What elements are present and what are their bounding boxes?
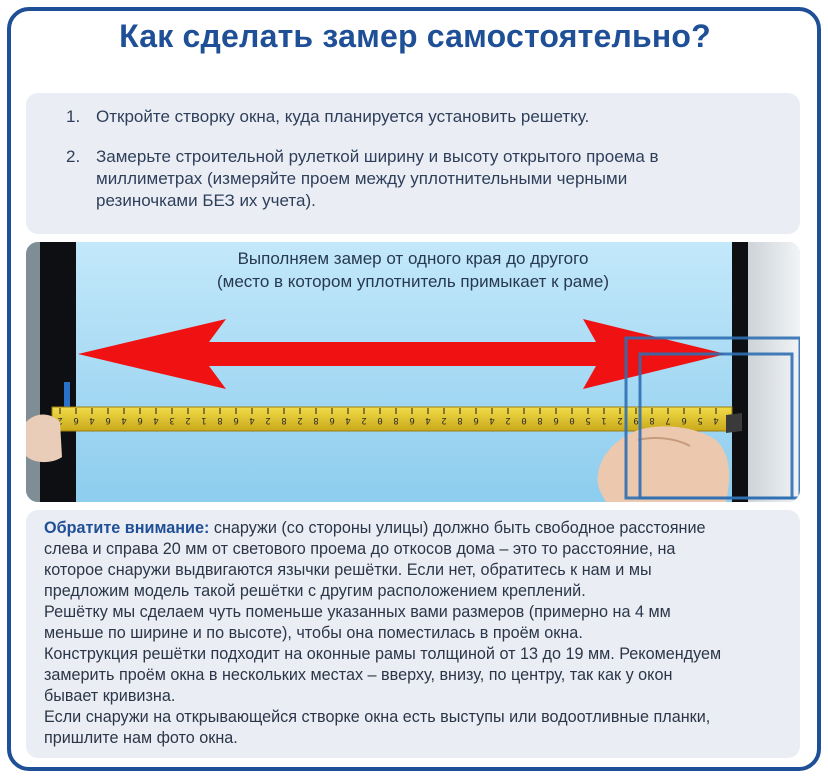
- tape-number: 0: [521, 415, 527, 425]
- tape-number: 6: [681, 415, 687, 425]
- tape-number: 8: [393, 415, 399, 425]
- note-line: меньше по ширине и по высоте), чтобы она поместилась в проём окна.: [44, 624, 583, 642]
- tape-number: 4: [89, 415, 95, 425]
- tape-number: 6: [329, 415, 335, 425]
- note-heading: Обратите внимание:: [44, 519, 210, 537]
- note-panel: [26, 510, 800, 758]
- tape-number: 8: [649, 415, 655, 425]
- note-line: замерить проём окна в нескольких местах – вверху, внизу, по центру, так как у окон: [44, 666, 673, 684]
- tape-number: 0: [377, 415, 383, 425]
- tape-number: 2: [505, 415, 511, 425]
- step-number: 1.: [66, 107, 81, 126]
- tape-number: 6: [73, 415, 79, 425]
- tape-number: 0: [569, 415, 575, 425]
- tape-number: 2: [441, 415, 447, 425]
- tape-number: 4: [425, 415, 431, 425]
- note-line: пришлите нам фото окна.: [44, 729, 238, 747]
- tape-number: 4: [153, 415, 159, 425]
- tape-number: 2: [297, 415, 303, 425]
- tape-number: 6: [105, 415, 111, 425]
- step-line: резиночками БЕЗ их учета).: [96, 191, 316, 210]
- tape-number: 7: [665, 415, 671, 425]
- note-line: Конструкция решётки подходит на оконные рамы толщиной от 13 до 19 мм. Рекомендуем: [44, 645, 722, 663]
- tape-number: 3: [169, 415, 175, 425]
- note-line: предложим модель такой решётки с другим расположением креплений.: [44, 582, 586, 600]
- left-marker: [64, 382, 70, 408]
- note-line: Если снаружи на открывающейся створке окна есть выступы или водоотливные планки,: [44, 708, 711, 726]
- tape-number: 8: [281, 415, 287, 425]
- note-line: Решётку мы сделаем чуть поменьше указанных вами размеров (примерно на 4 мм: [44, 603, 671, 621]
- left-hand: [26, 415, 62, 463]
- step-line: Откройте створку окна, куда планируется установить решетку.: [96, 107, 590, 126]
- tape-number: 6: [553, 415, 559, 425]
- step-line: миллиметрах (измеряйте проем между уплотнительными черными: [96, 169, 628, 188]
- tape-number: 6: [473, 415, 479, 425]
- tape-number: 4: [121, 415, 127, 425]
- tape-number: 1: [201, 415, 207, 425]
- tape-number: 2: [361, 415, 367, 425]
- tape-number: 8: [217, 415, 223, 425]
- photo-caption-line: (место в котором уплотнитель примыкает к раме): [216, 272, 610, 291]
- step-line: Замерьте строительной рулеткой ширину и высоту открытого проема в: [96, 147, 659, 166]
- step-text: [96, 146, 786, 212]
- photo-caption-line: Выполняем замер от одного края до другого: [237, 249, 589, 268]
- note-line: слева и справа 20 мм от светового проема до откосов дома – это то расстояние, на: [44, 540, 676, 558]
- tape-number: 5: [585, 415, 591, 425]
- tape-number: 4: [249, 415, 255, 425]
- note-line: которое снаружи выдвигаются язычки решётки. Если нет, обратитесь к нам и мы: [44, 561, 652, 579]
- step-number: 2.: [66, 147, 81, 166]
- note-line-text: снаружи (со стороны улицы) должно быть свободное расстояние: [209, 519, 706, 537]
- tape-number: 2: [57, 415, 63, 425]
- step-text: [96, 106, 786, 128]
- tape-number: 8: [457, 415, 463, 425]
- tape-number: 2: [185, 415, 191, 425]
- tape-number: 4: [713, 415, 719, 425]
- tape-number: 8: [313, 415, 319, 425]
- tape-number: 8: [537, 415, 543, 425]
- tape-number: 2: [265, 415, 271, 425]
- tape-number: 1: [601, 415, 607, 425]
- tape-number: 2: [617, 415, 623, 425]
- tape-hook: [726, 413, 742, 433]
- note-line: бывает кривизна.: [44, 687, 176, 705]
- steps-panel: [26, 93, 800, 234]
- measurement-photo: [26, 242, 800, 502]
- note-first-line: [44, 518, 804, 538]
- tape-number: 9: [633, 415, 639, 425]
- tape-number: 6: [233, 415, 239, 425]
- tape-number: 6: [137, 415, 143, 425]
- tape-number: 4: [489, 415, 495, 425]
- page-title: Как сделать замер самостоятельно?: [119, 18, 711, 54]
- tape-number: 4: [345, 415, 351, 425]
- tape-number: 6: [409, 415, 415, 425]
- tape-number: 5: [697, 415, 703, 425]
